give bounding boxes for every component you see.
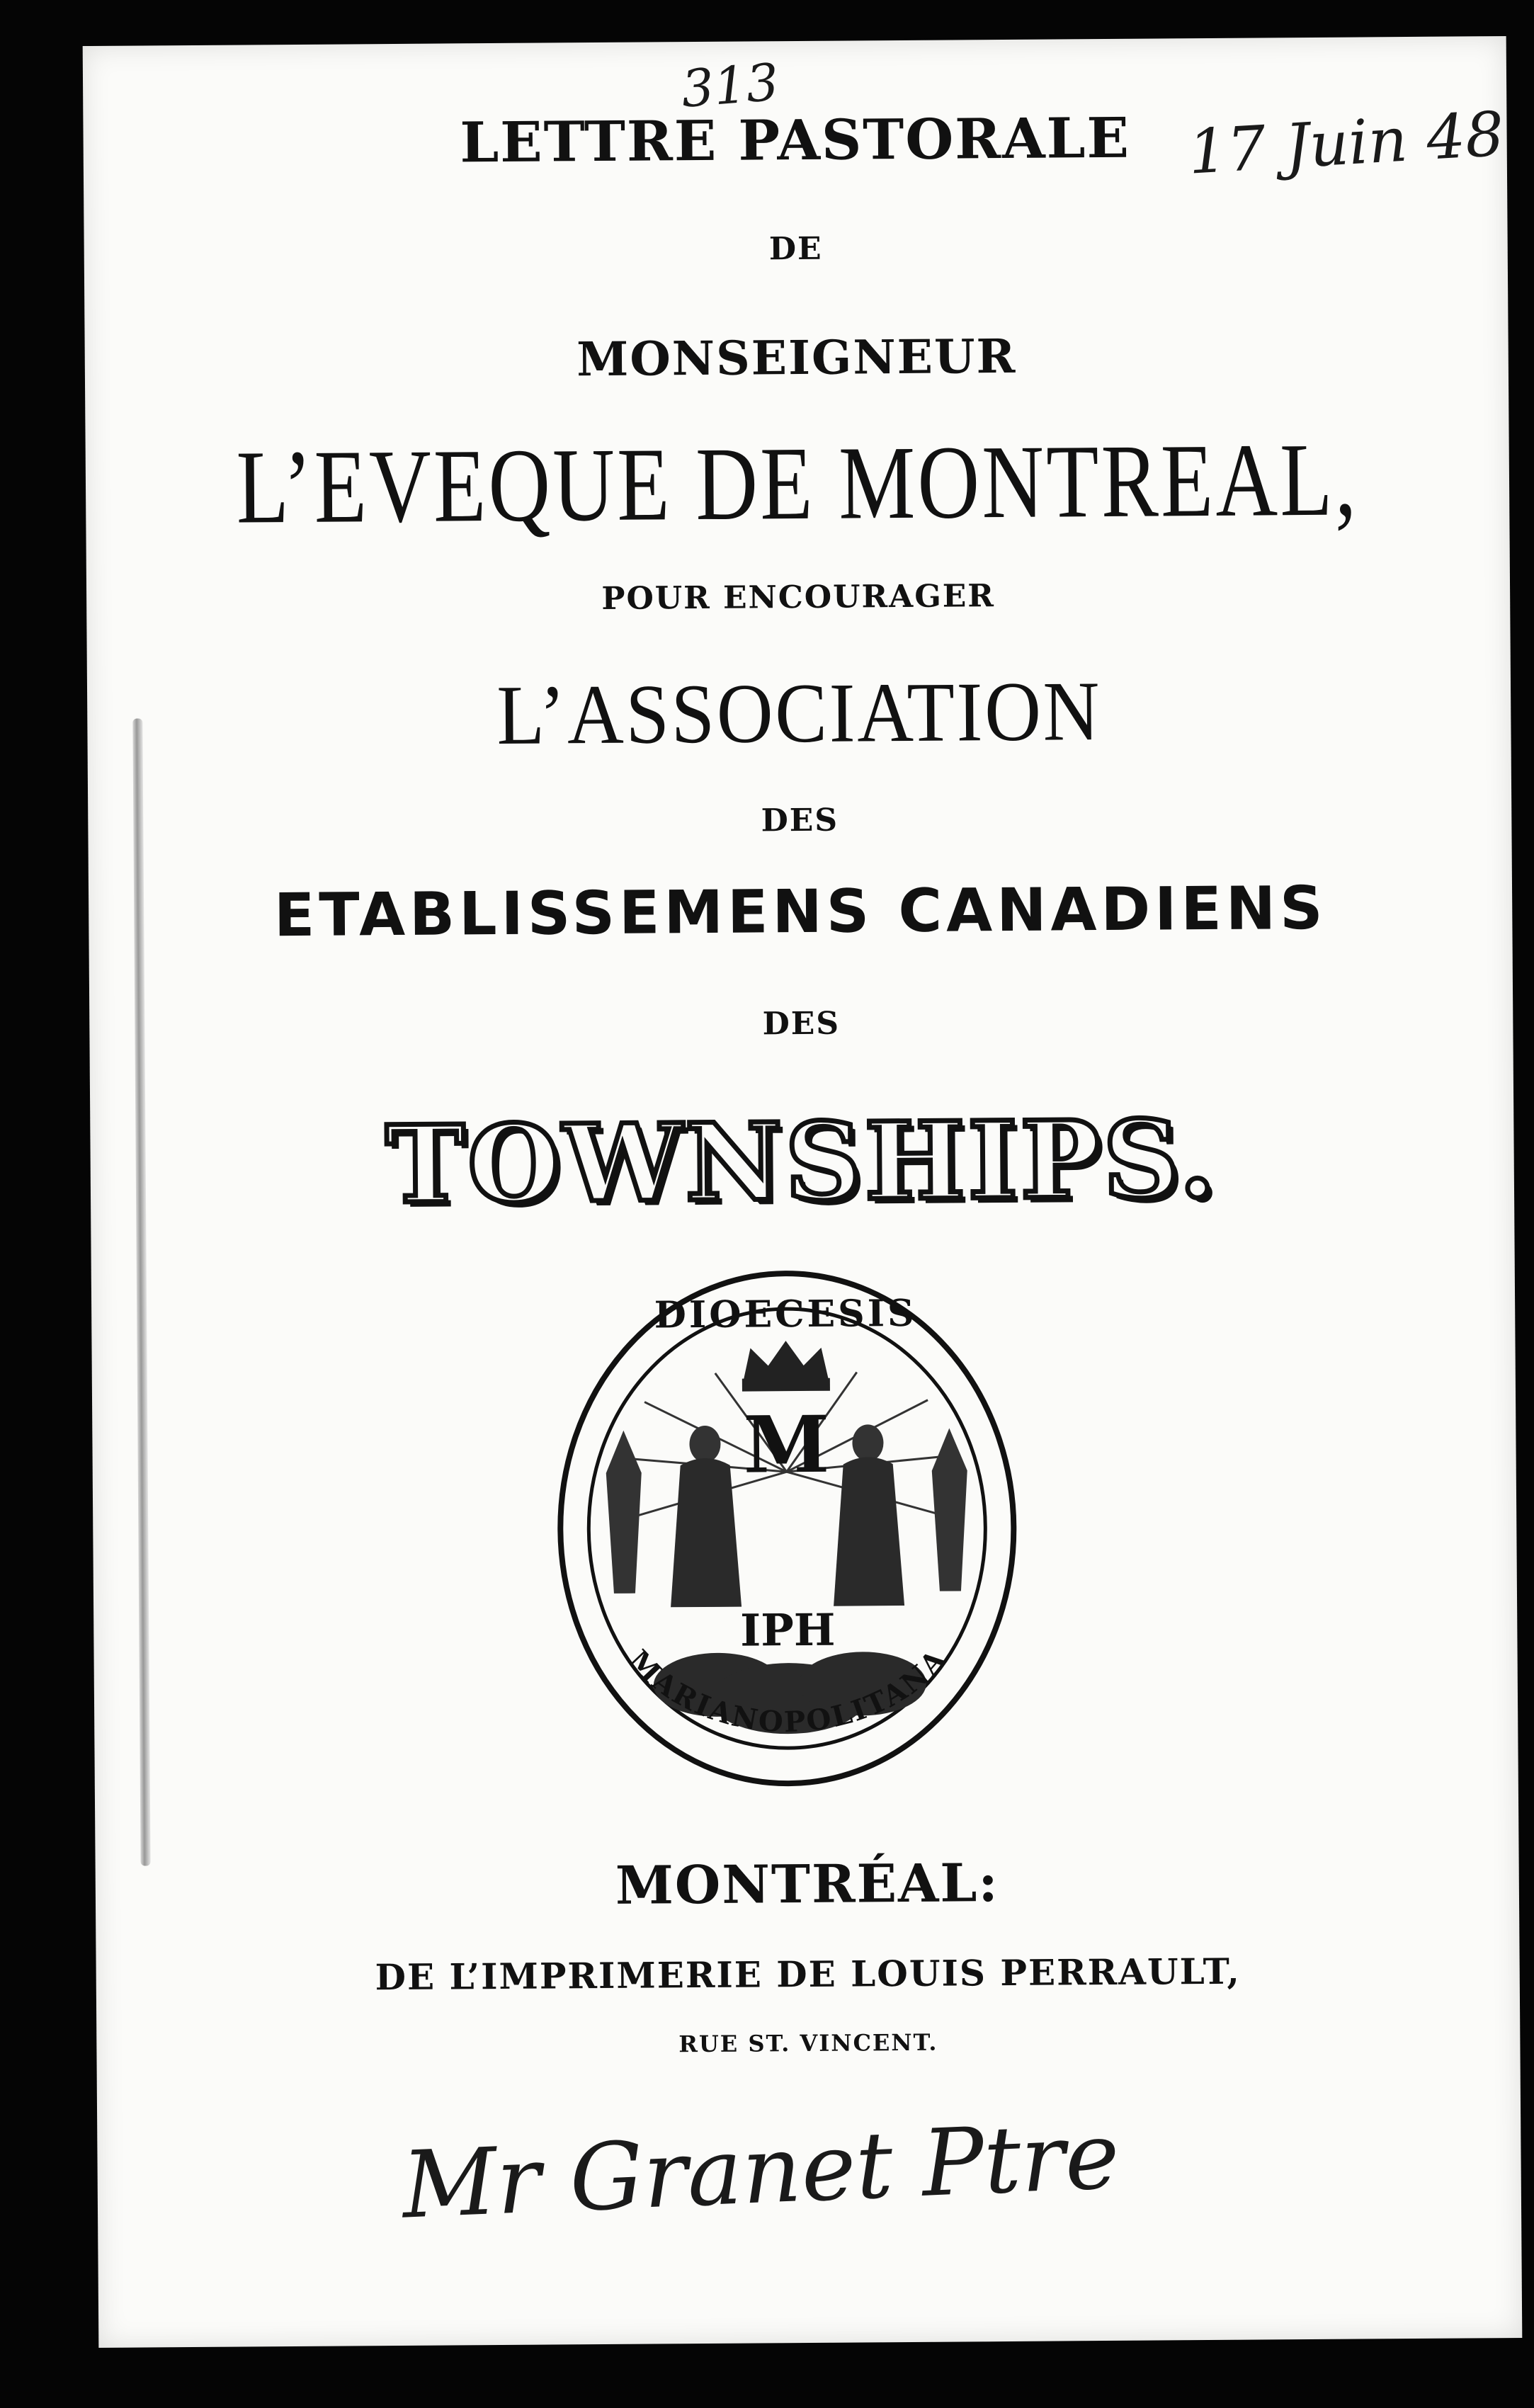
diocese-seal	[538, 1258, 1037, 1800]
title-de: DE	[768, 230, 823, 268]
imprint-street: RUE ST. VINCENT.	[678, 2028, 938, 2058]
handwritten-date: 17 Juin 48	[1186, 98, 1506, 188]
seal-monogram: M	[743, 1398, 830, 1491]
title-lettre-pastorale: LETTRE PASTORALE	[460, 106, 1131, 176]
title-page	[83, 36, 1523, 2348]
title-eveque: L’EVEQUE DE MONTREAL,	[236, 421, 1359, 546]
title-des-1: DES	[761, 802, 839, 839]
seal-bottom-text: MARIANOPOLITANA	[622, 1642, 954, 1739]
title-association: L’ASSOCIATION	[496, 664, 1102, 762]
title-townships: TOWNSHIPS.	[385, 1096, 1220, 1228]
title-etablissemens: ETABLISSEMENS CANADIENS	[273, 873, 1327, 950]
imprint-city: MONTRÉAL:	[615, 1853, 999, 1916]
title-des-2: DES	[762, 1005, 841, 1043]
seal-lower-text: IPH	[739, 1603, 836, 1657]
title-monseigneur: MONSEIGNEUR	[576, 328, 1017, 387]
handwritten-catalog-number: 313	[679, 52, 781, 119]
title-pour-encourager: POUR ENCOURAGER	[601, 578, 996, 617]
imprint-printer: DE L’IMPRIMERIE DE LOUIS PERRAULT,	[375, 1950, 1241, 1999]
handwritten-owner-name: Mr Granet Ptre	[399, 2101, 1122, 2239]
seal-top-text: DIOECESIS	[654, 1291, 917, 1337]
